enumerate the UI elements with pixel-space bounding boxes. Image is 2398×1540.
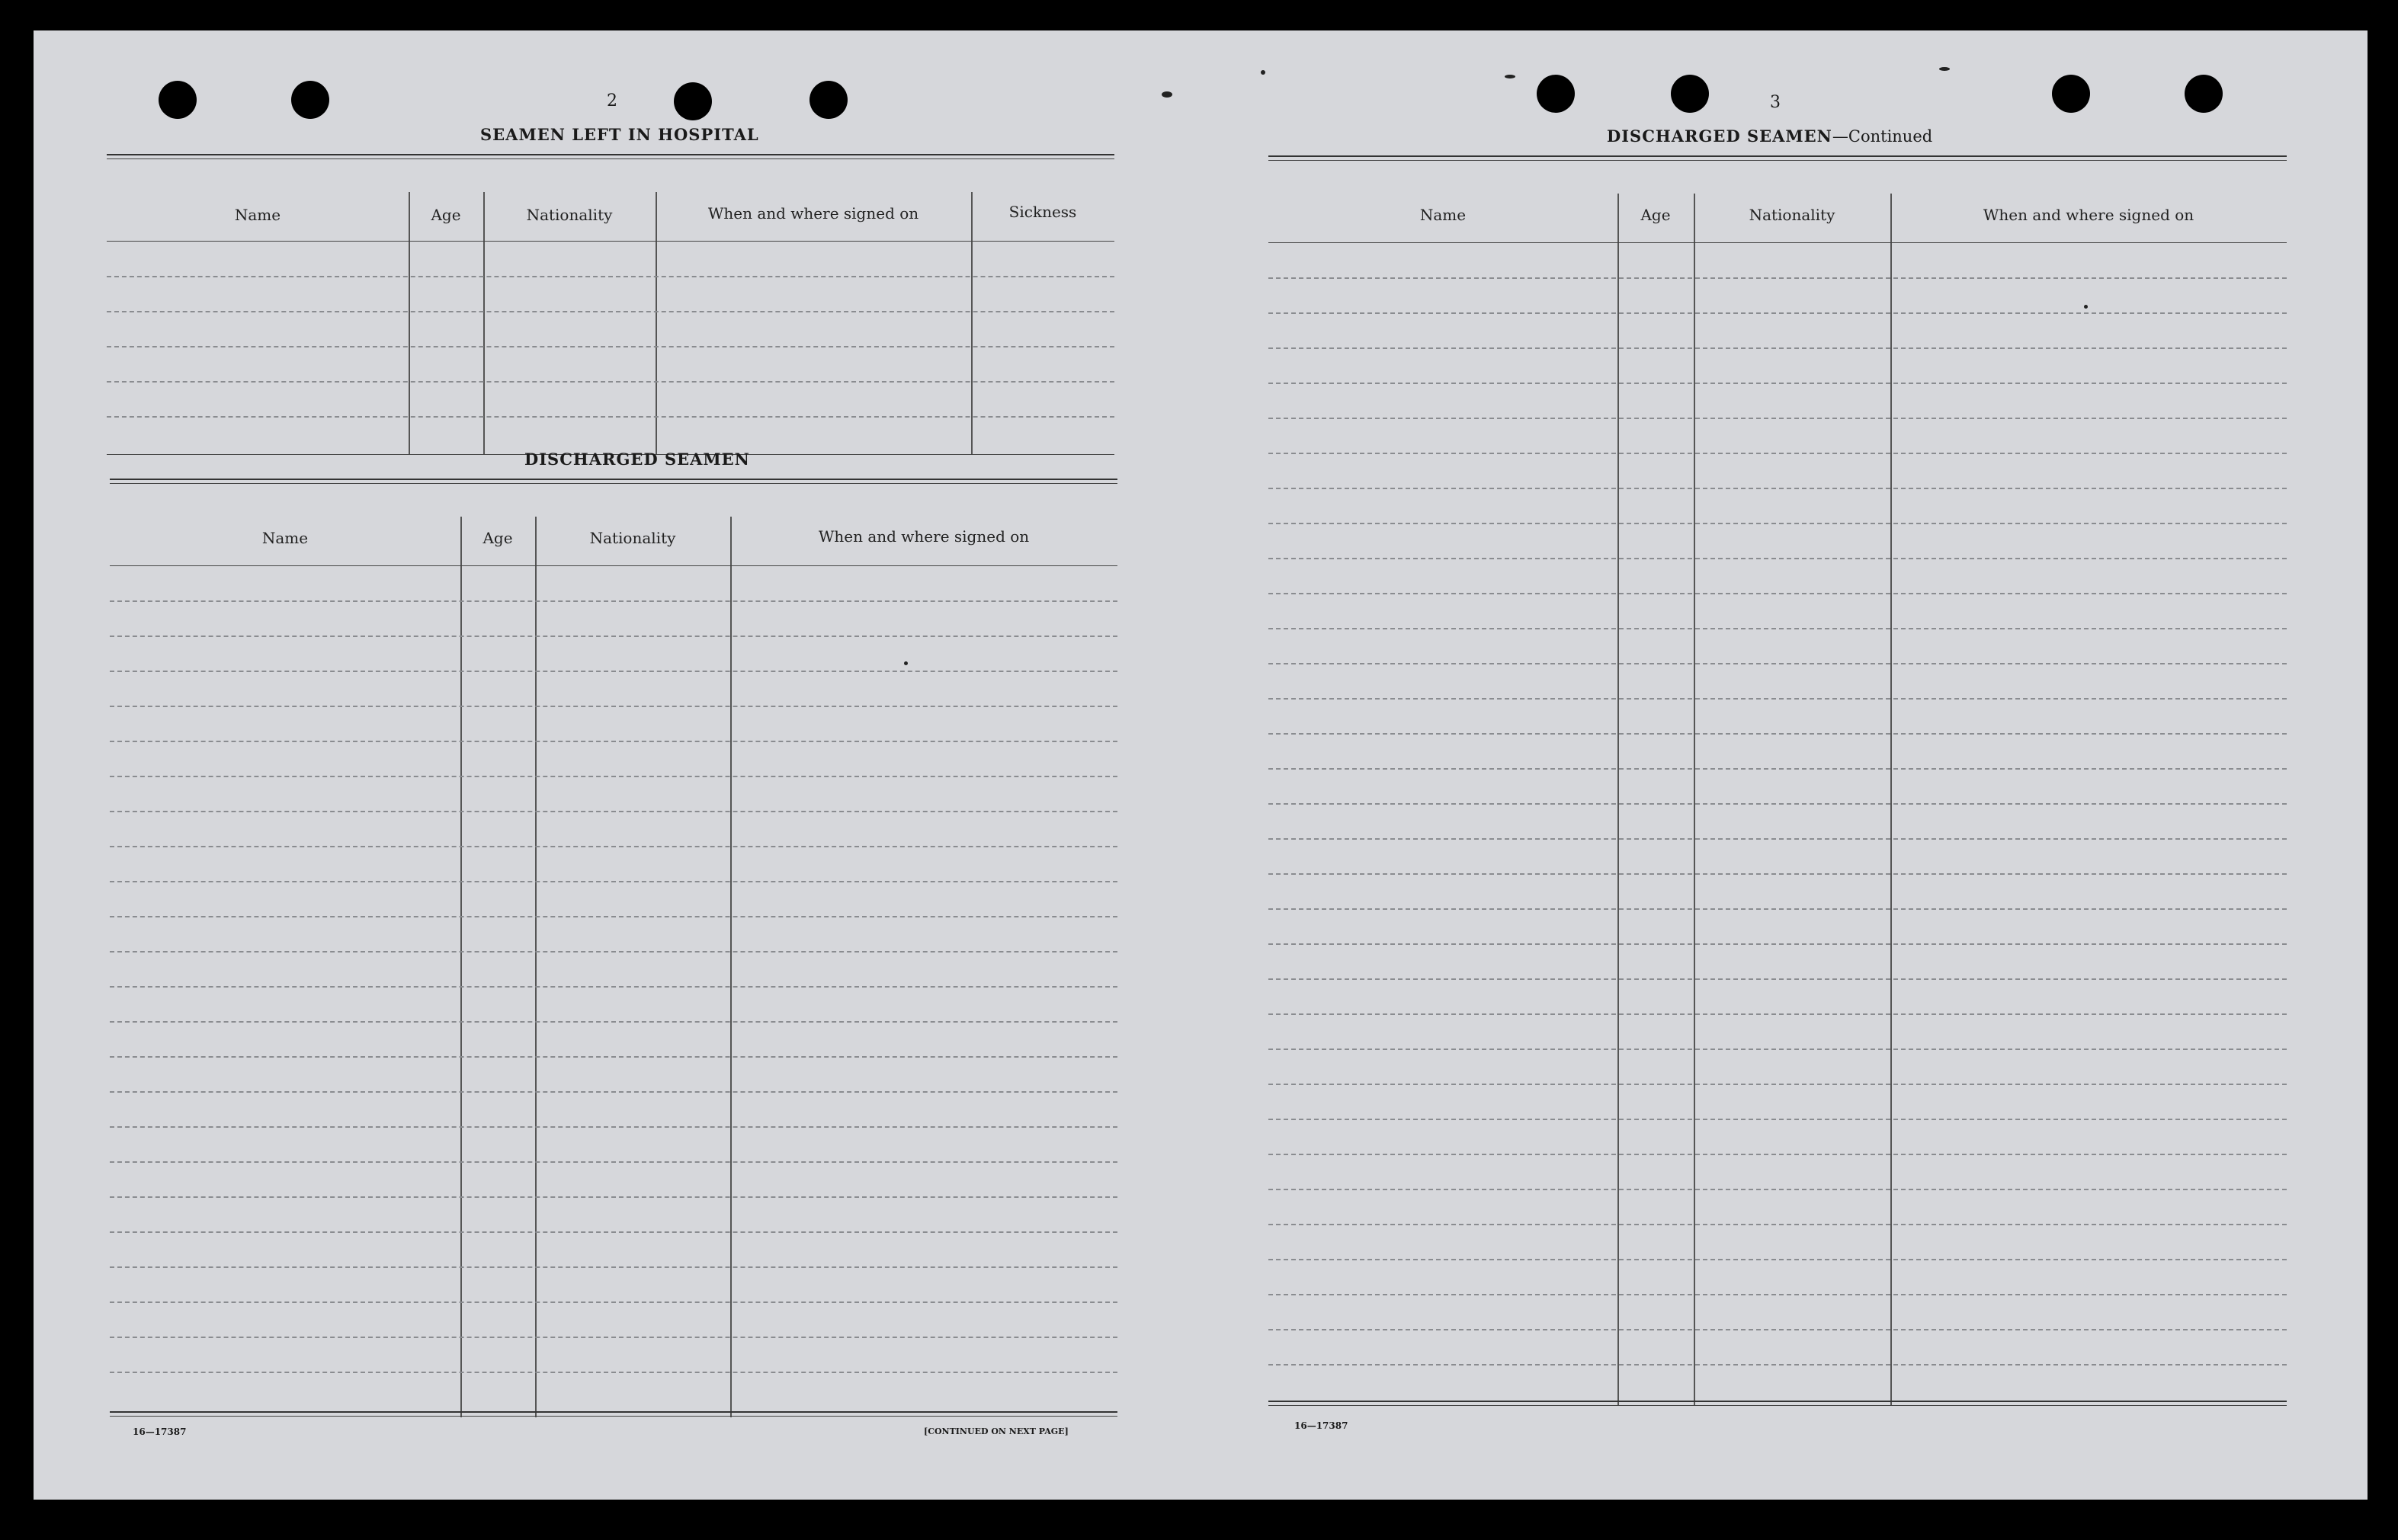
scan-speck [2084,305,2088,309]
table-row [1268,347,2287,349]
col-header-signed-on: When and where signed on [1983,206,2194,224]
table-row [1268,698,2287,700]
col-header-signed-on: When and where signed on [707,204,919,223]
table-row [110,916,1117,917]
table-row [110,1091,1117,1093]
discharged-continued-table [1268,154,2287,1411]
col-header-nationality: Nationality [526,206,613,224]
table-row [110,1126,1117,1128]
punch-hole [2185,75,2223,113]
table-row [1268,593,2287,594]
scan-speck [904,661,908,665]
col-header-nationality: Nationality [1749,206,1835,224]
table-row [1268,1084,2287,1085]
table-row [1268,1364,2287,1366]
page-number: 3 [1770,93,1781,112]
table-row [1268,908,2287,910]
scan-speck [1261,70,1265,75]
punch-hole [291,81,329,119]
table-row [1268,1013,2287,1015]
form-number: 16—17387 [1294,1420,1348,1431]
table-row [1268,453,2287,454]
table-row [107,311,1114,312]
table-row [110,776,1117,777]
table-row [110,1056,1117,1058]
col-header-nationality: Nationality [589,529,676,547]
table-row [1268,978,2287,980]
table-row [110,706,1117,707]
table-row [1268,943,2287,945]
table-row [1268,838,2287,840]
table-row [110,951,1117,952]
table-row [1268,488,2287,489]
hospital-table [107,152,1114,457]
table-row [110,1161,1117,1163]
table-row [1268,733,2287,735]
scan-speck [1505,75,1515,78]
table-row [110,600,1117,602]
table-row [110,671,1117,672]
table-row [1268,873,2287,875]
table-row [110,846,1117,847]
table-row [1268,1224,2287,1225]
table-row [107,346,1114,347]
table-row [1268,312,2287,314]
col-header-age: Age [482,529,513,547]
col-header-age: Age [1640,206,1671,224]
punch-hole [809,81,848,119]
table-row [1268,628,2287,629]
discharged-table [110,477,1117,1419]
col-header-name: Name [1419,206,1467,224]
table-row [107,381,1114,383]
table-row [1268,768,2287,770]
table-row [1268,803,2287,805]
title-suffix: —Continued [1832,127,1933,146]
col-header-sickness: Sickness [1008,203,1077,221]
punch-hole [1671,75,1709,113]
form-number: 16—17387 [133,1426,187,1437]
title-main: DISCHARGED SEAMEN [1607,126,1832,146]
table-row [1268,523,2287,524]
table-row [1268,558,2287,559]
table-row [110,636,1117,637]
punch-hole [2052,75,2090,113]
table-row [1268,663,2287,664]
punch-hole [674,82,712,120]
continued-note: [CONTINUED ON NEXT PAGE] [924,1426,1069,1436]
scan-speck [1162,91,1172,98]
table-row [1268,1259,2287,1260]
table-row [110,1266,1117,1268]
table-row [1268,1189,2287,1190]
table-row [1268,1294,2287,1295]
table-row [107,416,1114,418]
section-title-discharged: DISCHARGED SEAMEN [524,450,750,469]
table-row [1268,277,2287,279]
scan-speck [1939,67,1950,71]
punch-hole [159,81,197,119]
table-row [1268,1049,2287,1050]
col-header-name: Name [261,529,309,547]
col-header-name: Name [234,206,281,224]
table-row [110,881,1117,882]
table-row [1268,1154,2287,1155]
table-row [110,1231,1117,1233]
table-row [110,741,1117,742]
table-row [110,1196,1117,1198]
table-row [1268,383,2287,384]
table-row [1268,1329,2287,1330]
table-row [110,1337,1117,1338]
table-row [110,986,1117,988]
table-row [110,1021,1117,1023]
table-row [110,1301,1117,1303]
col-header-signed-on: When and where signed on [818,527,1030,546]
form-sheet [34,30,2368,1500]
table-row [110,1372,1117,1373]
table-row [110,811,1117,812]
section-title-hospital: SEAMEN LEFT IN HOSPITAL [480,125,759,144]
section-title-discharged-continued [1607,126,1932,146]
punch-hole [1537,75,1575,113]
table-row [1268,418,2287,419]
table-row [107,276,1114,277]
col-header-age: Age [431,206,461,224]
table-row [1268,1119,2287,1120]
page-number: 2 [607,91,617,110]
